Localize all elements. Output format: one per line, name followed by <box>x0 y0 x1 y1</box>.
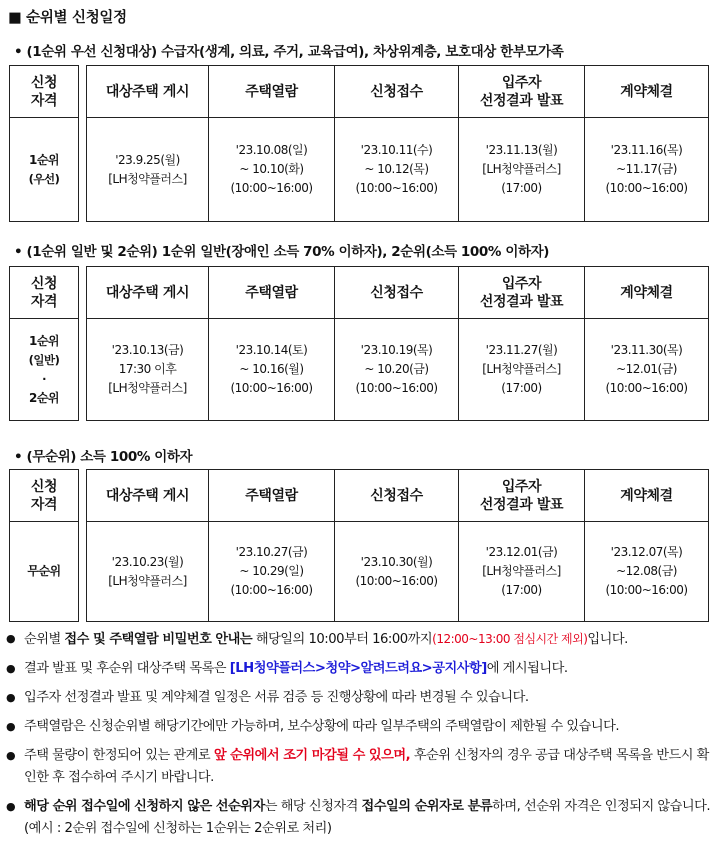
schedule-table-priority2 <box>9 266 709 421</box>
note-announcement: ● 결과 발표 및 후순위 대상주택 목록은 [LH청약플러스>청약>알려드려요>공지사항]에 게시됩니다. <box>6 658 712 680</box>
notes-list <box>6 628 712 847</box>
cell-apply: '23.10.19(목) ~ 10.20(금) (10:00~16:00) <box>335 319 459 421</box>
col-qualification: 신청 자격 <box>10 470 79 522</box>
note-schedule-change: ● 입주자 선정결과 발표 및 계약체결 일정은 서류 검증 등 진행상황에 따라 변경될 수 있습니다. <box>6 687 712 709</box>
schedule-table-priority1 <box>9 65 709 222</box>
col-apply: 신청접수 <box>335 267 459 319</box>
cell-apply: '23.10.30(월) (10:00~16:00) <box>335 522 459 622</box>
schedule-table-nonpriority <box>9 469 709 622</box>
note-priority-rule: ● 해당 순위 접수일에 신청하지 않은 선순위자는 해당 신청자격 접수일의 순위자로 분류하며, 선순위 자격은 인정되지 않습니다. (예시 : 2순위 접수일에 신청하는 1순위는 2순위로 처리) <box>6 796 712 840</box>
cell-apply: '23.10.11(수) ~ 10.12(목) (10:00~16:00) <box>335 118 459 222</box>
section-heading-priority2: • (1순위 일반 및 2순위) 1순위 일반(장애인 소득 70% 이하자), 2순위(소득 100% 이하자) <box>14 244 550 260</box>
cell-viewing: '23.10.14(토) ~ 10.16(월) (10:00~16:00) <box>209 319 335 421</box>
col-qualification: 신청 자격 <box>10 267 79 319</box>
col-apply: 신청접수 <box>335 470 459 522</box>
row-label: 1순위 (우선) <box>10 118 79 222</box>
col-posting: 대상주택 게시 <box>87 470 209 522</box>
cell-viewing: '23.10.08(일) ~ 10.10(화) (10:00~16:00) <box>209 118 335 222</box>
col-result: 입주자 선정결과 발표 <box>459 66 585 118</box>
col-contract: 계약체결 <box>585 66 709 118</box>
col-apply: 신청접수 <box>335 66 459 118</box>
page-title: ■ 순위별 신청일정 <box>8 10 127 26</box>
cell-contract: '23.12.07(목) ~12.08(금) (10:00~16:00) <box>585 522 709 622</box>
cell-posting: '23.10.13(금) 17:30 이후 [LH청약플러스] <box>87 319 209 421</box>
row-label: 무순위 <box>10 522 79 622</box>
note-viewing: ● 주택열람은 신청순위별 해당기간에만 가능하며, 보수상황에 따라 일부주택의 주택열람이 제한될 수 있습니다. <box>6 716 712 738</box>
cell-posting: '23.9.25(월) [LH청약플러스] <box>87 118 209 222</box>
section-heading-nonpriority: • (무순위) 소득 100% 이하자 <box>14 449 193 465</box>
col-result: 입주자 선정결과 발표 <box>459 470 585 522</box>
cell-contract: '23.11.16(목) ~11.17(금) (10:00~16:00) <box>585 118 709 222</box>
cell-viewing: '23.10.27(금) ~ 10.29(일) (10:00~16:00) <box>209 522 335 622</box>
col-viewing: 주택열람 <box>209 66 335 118</box>
cell-result: '23.12.01(금) [LH청약플러스] (17:00) <box>459 522 585 622</box>
col-viewing: 주택열람 <box>209 470 335 522</box>
col-result: 입주자 선정결과 발표 <box>459 267 585 319</box>
cell-posting: '23.10.23(월) [LH청약플러스] <box>87 522 209 622</box>
row-label: 1순위 (일반) · 2순위 <box>10 319 79 421</box>
col-viewing: 주택열람 <box>209 267 335 319</box>
cell-contract: '23.11.30(목) ~12.01(금) (10:00~16:00) <box>585 319 709 421</box>
section-heading-priority1: • (1순위 우선 신청대상) 수급자(생계, 의료, 주거, 교육급여), 차상위계층, 보호대상 한부모가족 <box>14 44 564 60</box>
cell-result: '23.11.13(월) [LH청약플러스] (17:00) <box>459 118 585 222</box>
cell-result: '23.11.27(월) [LH청약플러스] (17:00) <box>459 319 585 421</box>
note-limited-supply: ● 주택 물량이 한정되어 있는 관계로 앞 순위에서 조기 마감될 수 있으며, 후순위 신청자의 경우 공급 대상주택 목록을 반드시 확인한 후 접수하여 주시기 바랍니다. <box>6 745 712 789</box>
col-contract: 계약체결 <box>585 267 709 319</box>
note-password: ● 순위별 접수 및 주택열람 비밀번호 안내는 해당일의 10:00부터 16:00까지(12:00~13:00 점심시간 제외)입니다. <box>6 628 712 651</box>
col-posting: 대상주택 게시 <box>87 66 209 118</box>
col-posting: 대상주택 게시 <box>87 267 209 319</box>
lh-notice-link[interactable]: [LH청약플러스>청약>알려드려요>공지사항] <box>229 661 487 676</box>
col-qualification: 신청 자격 <box>10 66 79 118</box>
col-contract: 계약체결 <box>585 470 709 522</box>
